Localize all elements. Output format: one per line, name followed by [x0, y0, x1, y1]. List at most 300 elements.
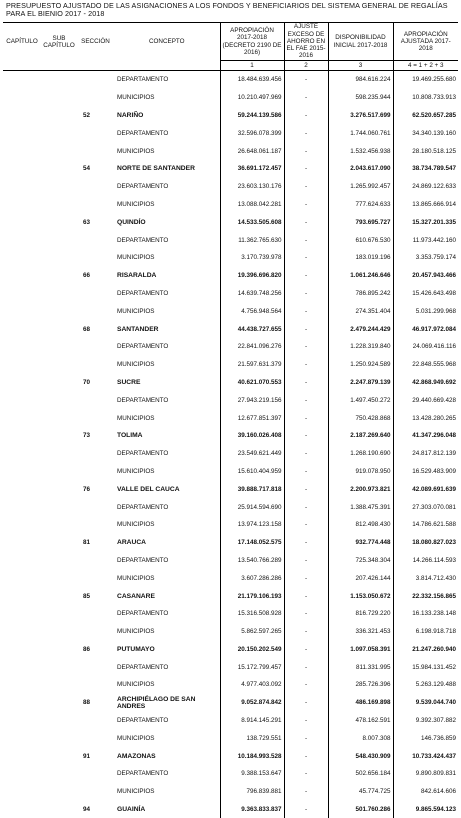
cell-seccion: 81 — [77, 534, 114, 552]
cell-apropiacion: 9.363.833.837 — [220, 801, 284, 818]
cell-apropiacion: 21.597.631.379 — [220, 356, 284, 374]
cell-ajuste: - — [284, 552, 328, 570]
cell-capitulo — [3, 285, 41, 303]
cell-ajustada: 41.347.296.048 — [393, 427, 458, 445]
cell-ajuste: - — [284, 320, 328, 338]
header-seccion: SECCIÓN — [77, 23, 114, 61]
cell-ajustada: 15.426.643.498 — [393, 285, 458, 303]
cell-apropiacion: 15.316.508.928 — [220, 605, 284, 623]
table-row — [3, 356, 458, 374]
cell-subcapitulo — [41, 178, 77, 196]
cell-subcapitulo — [41, 516, 77, 534]
cell-apropiacion: 15.610.404.959 — [220, 463, 284, 481]
cell-seccion — [77, 569, 114, 587]
cell-ajuste: - — [284, 534, 328, 552]
cell-disponibilidad: 478.162.591 — [328, 712, 393, 730]
header-apropiacion: APROPIACIÓN 2017-2018 (DECRETO 2190 DE 2016) — [220, 23, 284, 61]
cell-capitulo — [3, 801, 41, 818]
cell-ajustada: 13.865.666.914 — [393, 196, 458, 214]
cell-ajustada: 42.868.949.692 — [393, 374, 458, 392]
cell-subcapitulo — [41, 427, 77, 445]
cell-capitulo — [3, 320, 41, 338]
table-row — [3, 534, 458, 552]
cell-concepto: DEPARTAMENTO — [114, 712, 220, 730]
cell-concepto: MUNICIPIOS — [114, 142, 220, 160]
cell-subcapitulo — [41, 765, 77, 783]
cell-seccion: 91 — [77, 747, 114, 765]
cell-apropiacion: 21.179.106.193 — [220, 587, 284, 605]
cell-ajuste: - — [284, 498, 328, 516]
cell-concepto: MUNICIPIOS — [114, 783, 220, 801]
cell-disponibilidad: 725.348.304 — [328, 552, 393, 570]
table-row — [3, 747, 458, 765]
cell-subcapitulo — [41, 729, 77, 747]
cell-seccion — [77, 391, 114, 409]
cell-concepto: GUAINÍA — [114, 801, 220, 818]
cell-seccion — [77, 142, 114, 160]
cell-ajuste: - — [284, 285, 328, 303]
cell-apropiacion: 13.088.042.281 — [220, 196, 284, 214]
cell-subcapitulo — [41, 249, 77, 267]
cell-concepto: DEPARTAMENTO — [114, 498, 220, 516]
cell-apropiacion: 4.977.403.092 — [220, 676, 284, 694]
cell-capitulo — [3, 480, 41, 498]
cell-seccion — [77, 409, 114, 427]
table-row — [3, 320, 458, 338]
cell-concepto: SUCRE — [114, 374, 220, 392]
table-row — [3, 498, 458, 516]
table-row — [3, 641, 458, 659]
table-row — [3, 160, 458, 178]
cell-seccion — [77, 338, 114, 356]
cell-seccion: 85 — [77, 587, 114, 605]
table-row — [3, 658, 458, 676]
cell-seccion — [77, 196, 114, 214]
cell-seccion: 66 — [77, 267, 114, 285]
cell-ajustada: 146.736.859 — [393, 729, 458, 747]
table-row — [3, 463, 458, 481]
cell-ajuste: - — [284, 712, 328, 730]
cell-capitulo — [3, 374, 41, 392]
cell-capitulo — [3, 427, 41, 445]
cell-concepto: PUTUMAYO — [114, 641, 220, 659]
subheader-col-2: 2 — [284, 61, 328, 71]
cell-ajuste: - — [284, 391, 328, 409]
cell-apropiacion: 19.396.696.820 — [220, 267, 284, 285]
cell-ajuste: - — [284, 89, 328, 107]
cell-seccion — [77, 676, 114, 694]
cell-disponibilidad: 811.331.995 — [328, 658, 393, 676]
cell-disponibilidad: 816.729.220 — [328, 605, 393, 623]
cell-subcapitulo — [41, 587, 77, 605]
cell-capitulo — [3, 676, 41, 694]
cell-ajuste: - — [284, 729, 328, 747]
cell-ajustada: 18.080.827.023 — [393, 534, 458, 552]
cell-concepto: VALLE DEL CAUCA — [114, 480, 220, 498]
table-row — [3, 196, 458, 214]
cell-ajuste: - — [284, 783, 328, 801]
cell-apropiacion: 14.533.505.608 — [220, 213, 284, 231]
cell-subcapitulo — [41, 534, 77, 552]
table-row — [3, 801, 458, 818]
table-row — [3, 569, 458, 587]
cell-ajuste: - — [284, 160, 328, 178]
cell-ajuste: - — [284, 694, 328, 712]
header-disponibilidad: DISPONIBILIDAD INICIAL 2017-2018 — [328, 23, 393, 61]
cell-concepto: DEPARTAMENTO — [114, 231, 220, 249]
cell-capitulo — [3, 641, 41, 659]
cell-ajustada: 5.263.129.488 — [393, 676, 458, 694]
subheader-col-1: 1 — [220, 61, 284, 71]
cell-capitulo — [3, 569, 41, 587]
cell-capitulo — [3, 142, 41, 160]
cell-subcapitulo — [41, 107, 77, 125]
cell-capitulo — [3, 534, 41, 552]
cell-concepto: MUNICIPIOS — [114, 89, 220, 107]
cell-seccion — [77, 178, 114, 196]
cell-subcapitulo — [41, 480, 77, 498]
cell-concepto: MUNICIPIOS — [114, 676, 220, 694]
cell-concepto: SANTANDER — [114, 320, 220, 338]
cell-apropiacion: 11.362.765.630 — [220, 231, 284, 249]
table-row — [3, 676, 458, 694]
table-row — [3, 391, 458, 409]
cell-disponibilidad: 502.656.184 — [328, 765, 393, 783]
cell-capitulo — [3, 552, 41, 570]
cell-subcapitulo — [41, 694, 77, 712]
cell-subcapitulo — [41, 285, 77, 303]
cell-apropiacion: 23.603.130.176 — [220, 178, 284, 196]
cell-ajustada: 19.469.255.680 — [393, 71, 458, 89]
table-row — [3, 587, 458, 605]
subheader-empty — [114, 61, 220, 71]
cell-concepto: DEPARTAMENTO — [114, 338, 220, 356]
header-concepto: CONCEPTO — [114, 23, 220, 61]
table-row — [3, 694, 458, 712]
header-capitulo: CAPÍTULO — [3, 23, 41, 61]
cell-seccion — [77, 605, 114, 623]
cell-seccion — [77, 765, 114, 783]
cell-disponibilidad: 750.428.868 — [328, 409, 393, 427]
cell-subcapitulo — [41, 142, 77, 160]
cell-ajustada: 22.332.156.865 — [393, 587, 458, 605]
cell-capitulo — [3, 178, 41, 196]
cell-capitulo — [3, 391, 41, 409]
table-row — [3, 107, 458, 125]
cell-ajustada: 6.198.918.718 — [393, 623, 458, 641]
cell-apropiacion: 23.549.621.449 — [220, 445, 284, 463]
cell-concepto: DEPARTAMENTO — [114, 552, 220, 570]
cell-apropiacion: 12.677.851.397 — [220, 409, 284, 427]
cell-ajuste: - — [284, 231, 328, 249]
cell-ajustada: 13.428.280.265 — [393, 409, 458, 427]
cell-seccion — [77, 124, 114, 142]
cell-apropiacion: 15.172.799.457 — [220, 658, 284, 676]
cell-ajustada: 21.247.260.940 — [393, 641, 458, 659]
cell-ajustada: 24.869.122.633 — [393, 178, 458, 196]
cell-ajustada: 5.031.299.968 — [393, 302, 458, 320]
cell-capitulo — [3, 249, 41, 267]
cell-subcapitulo — [41, 641, 77, 659]
cell-apropiacion: 796.839.881 — [220, 783, 284, 801]
cell-apropiacion: 138.729.551 — [220, 729, 284, 747]
table-row — [3, 552, 458, 570]
cell-ajuste: - — [284, 765, 328, 783]
cell-concepto: QUINDÍO — [114, 213, 220, 231]
budget-table — [3, 22, 458, 818]
cell-seccion — [77, 712, 114, 730]
cell-capitulo — [3, 694, 41, 712]
cell-subcapitulo — [41, 747, 77, 765]
cell-seccion: 54 — [77, 160, 114, 178]
cell-ajustada: 27.303.070.081 — [393, 498, 458, 516]
header-ajuste: AJUSTE EXCESO DE AHORRO EN EL FAE 2015-2016 — [284, 23, 328, 61]
cell-ajustada: 34.340.139.160 — [393, 124, 458, 142]
cell-subcapitulo — [41, 783, 77, 801]
cell-subcapitulo — [41, 160, 77, 178]
table-row — [3, 516, 458, 534]
cell-concepto: RISARALDA — [114, 267, 220, 285]
cell-concepto: MUNICIPIOS — [114, 516, 220, 534]
cell-disponibilidad: 548.430.909 — [328, 747, 393, 765]
table-row — [3, 71, 458, 89]
cell-disponibilidad: 2.187.269.640 — [328, 427, 393, 445]
cell-subcapitulo — [41, 89, 77, 107]
table-row — [3, 765, 458, 783]
cell-ajustada: 24.817.812.139 — [393, 445, 458, 463]
cell-seccion — [77, 356, 114, 374]
cell-seccion: 88 — [77, 694, 114, 712]
cell-ajustada: 9.890.809.831 — [393, 765, 458, 783]
cell-seccion: 68 — [77, 320, 114, 338]
header-subcapitulo: SUB CAPÍTULO — [41, 23, 77, 61]
table-row — [3, 783, 458, 801]
cell-seccion: 76 — [77, 480, 114, 498]
cell-concepto: TOLIMA — [114, 427, 220, 445]
cell-capitulo — [3, 765, 41, 783]
cell-subcapitulo — [41, 320, 77, 338]
cell-disponibilidad: 1.097.058.391 — [328, 641, 393, 659]
table-row — [3, 142, 458, 160]
cell-capitulo — [3, 605, 41, 623]
cell-ajuste: - — [284, 178, 328, 196]
cell-apropiacion: 40.621.070.553 — [220, 374, 284, 392]
cell-subcapitulo — [41, 267, 77, 285]
cell-disponibilidad: 8.007.308 — [328, 729, 393, 747]
cell-concepto: DEPARTAMENTO — [114, 605, 220, 623]
cell-ajustada: 14.786.621.588 — [393, 516, 458, 534]
cell-subcapitulo — [41, 356, 77, 374]
cell-subcapitulo — [41, 374, 77, 392]
cell-disponibilidad: 919.078.950 — [328, 463, 393, 481]
table-row — [3, 427, 458, 445]
cell-disponibilidad: 1.228.319.840 — [328, 338, 393, 356]
cell-concepto: MUNICIPIOS — [114, 356, 220, 374]
table-row — [3, 249, 458, 267]
cell-ajustada: 22.848.555.968 — [393, 356, 458, 374]
cell-apropiacion: 22.841.096.276 — [220, 338, 284, 356]
cell-apropiacion: 26.648.061.187 — [220, 142, 284, 160]
cell-ajuste: - — [284, 302, 328, 320]
cell-ajuste: - — [284, 356, 328, 374]
table-row — [3, 409, 458, 427]
cell-subcapitulo — [41, 391, 77, 409]
table-row — [3, 712, 458, 730]
subheader-empty — [77, 61, 114, 71]
cell-ajuste: - — [284, 641, 328, 659]
cell-subcapitulo — [41, 196, 77, 214]
cell-ajustada: 28.180.518.125 — [393, 142, 458, 160]
table-body — [3, 71, 458, 818]
cell-ajuste: - — [284, 107, 328, 125]
table-row — [3, 480, 458, 498]
header-ajustada: APROPIACIÓN AJUSTADA 2017-2018 — [393, 23, 458, 61]
cell-subcapitulo — [41, 801, 77, 818]
cell-ajuste: - — [284, 747, 328, 765]
cell-seccion — [77, 302, 114, 320]
cell-disponibilidad: 45.774.725 — [328, 783, 393, 801]
cell-apropiacion: 14.639.748.256 — [220, 285, 284, 303]
cell-apropiacion: 13.540.766.289 — [220, 552, 284, 570]
cell-apropiacion: 25.914.594.690 — [220, 498, 284, 516]
cell-subcapitulo — [41, 552, 77, 570]
cell-capitulo — [3, 729, 41, 747]
cell-ajustada: 9.865.594.123 — [393, 801, 458, 818]
cell-capitulo — [3, 658, 41, 676]
table-row — [3, 267, 458, 285]
cell-disponibilidad: 207.426.144 — [328, 569, 393, 587]
cell-disponibilidad: 2.200.973.821 — [328, 480, 393, 498]
cell-concepto: MUNICIPIOS — [114, 623, 220, 641]
cell-capitulo — [3, 338, 41, 356]
cell-disponibilidad: 501.760.286 — [328, 801, 393, 818]
cell-ajustada: 16.529.483.909 — [393, 463, 458, 481]
cell-disponibilidad: 984.616.224 — [328, 71, 393, 89]
cell-ajuste: - — [284, 409, 328, 427]
cell-capitulo — [3, 623, 41, 641]
cell-subcapitulo — [41, 676, 77, 694]
cell-ajuste: - — [284, 142, 328, 160]
cell-apropiacion: 9.052.874.842 — [220, 694, 284, 712]
cell-disponibilidad: 183.019.196 — [328, 249, 393, 267]
cell-ajustada: 15.984.131.452 — [393, 658, 458, 676]
cell-ajuste: - — [284, 445, 328, 463]
cell-capitulo — [3, 89, 41, 107]
cell-seccion: 63 — [77, 213, 114, 231]
cell-seccion: 73 — [77, 427, 114, 445]
cell-ajuste: - — [284, 480, 328, 498]
cell-capitulo — [3, 124, 41, 142]
cell-concepto: DEPARTAMENTO — [114, 285, 220, 303]
cell-apropiacion: 3.607.286.286 — [220, 569, 284, 587]
cell-ajuste: - — [284, 463, 328, 481]
table-row — [3, 605, 458, 623]
cell-seccion — [77, 445, 114, 463]
subheader-empty — [41, 61, 77, 71]
table-row — [3, 124, 458, 142]
table-row — [3, 213, 458, 231]
cell-ajustada: 842.614.606 — [393, 783, 458, 801]
cell-concepto: MUNICIPIOS — [114, 249, 220, 267]
cell-disponibilidad: 1.153.050.672 — [328, 587, 393, 605]
cell-capitulo — [3, 587, 41, 605]
cell-disponibilidad: 3.276.517.699 — [328, 107, 393, 125]
cell-concepto: MUNICIPIOS — [114, 463, 220, 481]
cell-ajuste: - — [284, 374, 328, 392]
cell-disponibilidad: 793.695.727 — [328, 213, 393, 231]
cell-ajuste: - — [284, 338, 328, 356]
cell-disponibilidad: 812.498.430 — [328, 516, 393, 534]
cell-subcapitulo — [41, 658, 77, 676]
cell-seccion — [77, 498, 114, 516]
cell-capitulo — [3, 356, 41, 374]
cell-ajustada: 3.353.759.174 — [393, 249, 458, 267]
cell-apropiacion: 3.170.739.978 — [220, 249, 284, 267]
cell-concepto: DEPARTAMENTO — [114, 178, 220, 196]
cell-concepto: DEPARTAMENTO — [114, 658, 220, 676]
cell-subcapitulo — [41, 445, 77, 463]
cell-disponibilidad: 932.774.448 — [328, 534, 393, 552]
cell-disponibilidad: 786.895.242 — [328, 285, 393, 303]
cell-disponibilidad: 285.726.396 — [328, 676, 393, 694]
cell-capitulo — [3, 160, 41, 178]
cell-subcapitulo — [41, 569, 77, 587]
cell-apropiacion: 36.691.172.457 — [220, 160, 284, 178]
cell-ajuste: - — [284, 587, 328, 605]
cell-ajuste: - — [284, 676, 328, 694]
cell-subcapitulo — [41, 338, 77, 356]
cell-concepto: MUNICIPIOS — [114, 569, 220, 587]
cell-ajuste: - — [284, 623, 328, 641]
cell-disponibilidad: 610.676.530 — [328, 231, 393, 249]
cell-ajustada: 24.069.416.116 — [393, 338, 458, 356]
cell-concepto: DEPARTAMENTO — [114, 71, 220, 89]
cell-apropiacion: 10.184.993.528 — [220, 747, 284, 765]
cell-seccion — [77, 516, 114, 534]
cell-seccion: 94 — [77, 801, 114, 818]
cell-capitulo — [3, 747, 41, 765]
table-row — [3, 231, 458, 249]
cell-apropiacion: 59.244.139.586 — [220, 107, 284, 125]
cell-seccion — [77, 729, 114, 747]
cell-ajustada: 16.133.238.148 — [393, 605, 458, 623]
cell-disponibilidad: 1.061.246.646 — [328, 267, 393, 285]
cell-capitulo — [3, 463, 41, 481]
cell-apropiacion: 4.756.948.564 — [220, 302, 284, 320]
cell-disponibilidad: 2.043.617.090 — [328, 160, 393, 178]
cell-ajustada: 62.520.657.285 — [393, 107, 458, 125]
cell-concepto: DEPARTAMENTO — [114, 765, 220, 783]
table-row — [3, 302, 458, 320]
cell-ajustada: 42.089.691.639 — [393, 480, 458, 498]
cell-disponibilidad: 777.624.633 — [328, 196, 393, 214]
cell-ajuste: - — [284, 71, 328, 89]
cell-concepto: MUNICIPIOS — [114, 302, 220, 320]
cell-apropiacion: 20.150.202.549 — [220, 641, 284, 659]
cell-subcapitulo — [41, 124, 77, 142]
cell-ajustada: 46.917.972.084 — [393, 320, 458, 338]
cell-subcapitulo — [41, 213, 77, 231]
subheader-col-4: 4 = 1 + 2 + 3 — [393, 61, 458, 71]
cell-capitulo — [3, 409, 41, 427]
cell-disponibilidad: 1.250.924.589 — [328, 356, 393, 374]
cell-subcapitulo — [41, 605, 77, 623]
cell-capitulo — [3, 516, 41, 534]
cell-seccion — [77, 231, 114, 249]
cell-concepto: DEPARTAMENTO — [114, 391, 220, 409]
cell-concepto: AMAZONAS — [114, 747, 220, 765]
table-row — [3, 729, 458, 747]
